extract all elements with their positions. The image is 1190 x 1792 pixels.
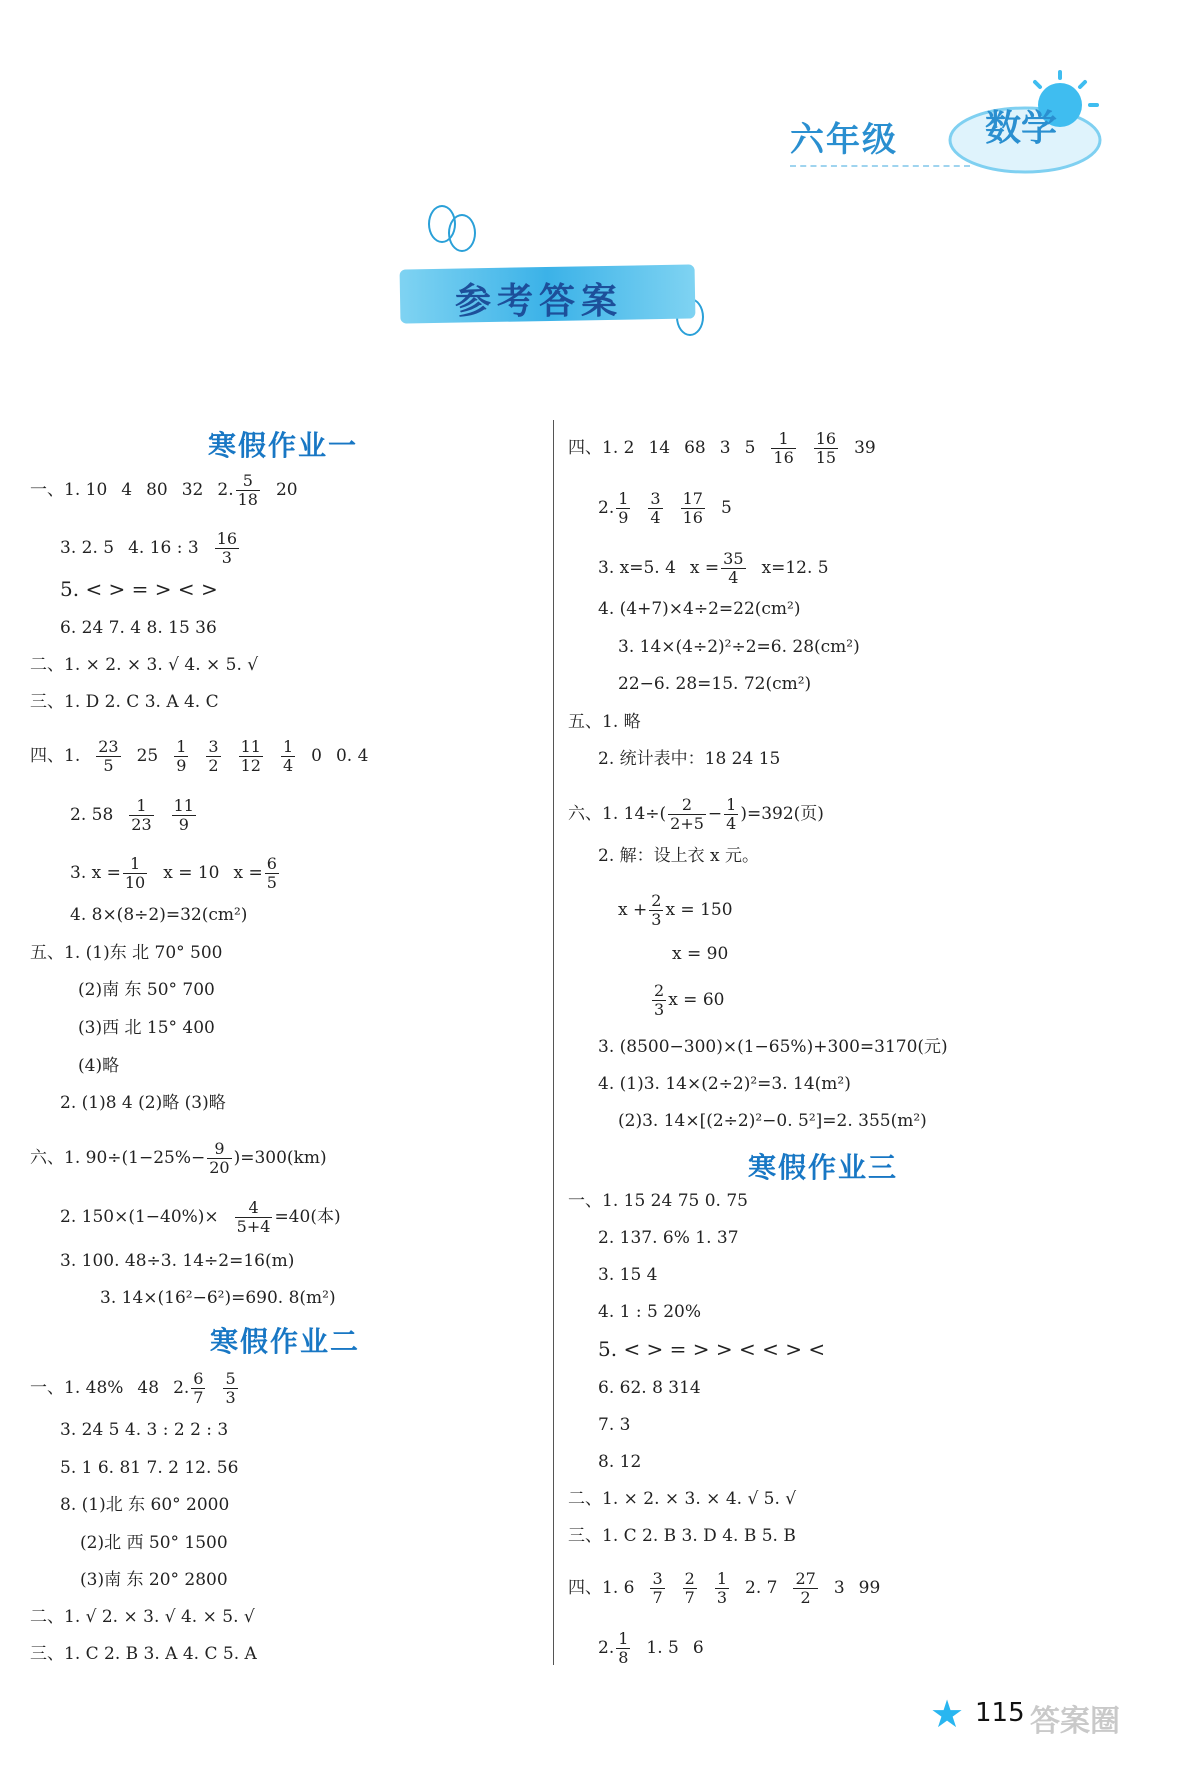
answer-line: (4)略: [78, 1056, 120, 1076]
answer-line: 4. (1)3. 14×(2÷2)²=3. 14(m²): [598, 1074, 851, 1094]
answer-line: 2. (1)8 4 (2)略 (3)略: [60, 1093, 226, 1113]
watermark-logo: 答案圈: [1030, 1704, 1120, 1739]
answer-line: 二、1. √ 2. × 3. √ 4. × 5. √: [30, 1607, 255, 1627]
answer-line: 2. $\frac{1}{8}$ 1. 5 6: [598, 1629, 704, 1667]
section-heading-3: 寒假作业三: [748, 1151, 899, 1184]
answer-line: 4. 1 : 5 20%: [598, 1302, 701, 1322]
answer-line: 4. (4+7)×4÷2=22(cm²): [598, 599, 801, 619]
column-divider: [553, 420, 554, 1665]
answer-line: 三、1. C 2. B 3. D 4. B 5. B: [568, 1526, 796, 1546]
answer-line: 三、1. C 2. B 3. A 4. C 5. A: [30, 1644, 257, 1664]
answer-line: 一、1. 15 24 75 0. 75: [568, 1191, 748, 1211]
answer-line: 8. (1)北 东 60° 2000: [60, 1495, 230, 1515]
answer-line: 四、1. 6 $\frac{3}{7}$ $\frac{2}{7}$ $\frac{1}{3}$ 2. 7 $\frac{27}{2}$ 3 99: [568, 1569, 881, 1607]
answer-line: 2. $\frac{1}{9}$ $\frac{3}{4}$ $\frac{17}{16}$ 5: [598, 489, 732, 527]
answer-line: 22−6. 28=15. 72(cm²): [618, 674, 812, 694]
answer-line: 7. 3: [598, 1415, 631, 1435]
answer-line: (3)西 北 15° 400: [78, 1018, 215, 1038]
answer-line: (2)3. 14×[(2÷2)²−0. 5²]=2. 355(m²): [618, 1111, 927, 1131]
subject-label: 数学: [985, 107, 1058, 149]
star-icon: ★: [930, 1692, 965, 1736]
page-title: 参考答案: [455, 280, 624, 322]
answer-line: 2. 137. 6% 1. 37: [598, 1228, 739, 1248]
answer-line: 8. 12: [598, 1452, 642, 1472]
answer-line: 二、1. × 2. × 3. × 4. √ 5. √: [568, 1489, 797, 1509]
answer-line: 三、1. D 2. C 3. A 4. C: [30, 692, 219, 712]
answer-line: 6. 62. 8 314: [598, 1378, 701, 1398]
fraction: $\frac{16}{3}$: [216, 529, 238, 567]
answer-line: 二、1. × 2. × 3. √ 4. × 5. √: [30, 655, 259, 675]
answer-line: (3)南 东 20° 2800: [80, 1570, 228, 1590]
answer-line: (2)南 东 50° 700: [78, 980, 215, 1000]
page-number: 115: [975, 1698, 1025, 1728]
answer-line: 3. (8500−300)×(1−65%)+300=3170(元): [598, 1037, 948, 1057]
answer-line: 五、1. 略: [568, 712, 641, 732]
answer-line: 5. < > = > > < < > <: [598, 1337, 826, 1361]
answer-line: 一、1. 10 4 80 32 2. $\frac{5}{18}$ 20: [30, 471, 298, 509]
answer-line: 3. x=5. 4 x = $\frac{35}{4}$ x=12. 5: [598, 549, 829, 587]
answer-line: $\frac{2}{3}$ x = 60: [654, 981, 725, 1019]
answer-line: 4. 8×(8÷2)=32(cm²): [70, 905, 248, 925]
answer-line: 2. 58 $\frac{1}{23}$ $\frac{11}{9}$: [70, 796, 194, 834]
balloon-icon: [448, 214, 476, 252]
answer-line: 3. 14×(16²−6²)=690. 8(m²): [100, 1288, 336, 1308]
answer-line: 一、1. 48% 48 2. $\frac{6}{7}$ $\frac{5}{3}$: [30, 1369, 236, 1407]
answer-line: 2. 解：设上衣 x 元。: [598, 846, 760, 866]
answer-line: x + $\frac{2}{3}$ x = 150: [618, 891, 733, 929]
answer-line: 6. 24 7. 4 8. 15 36: [60, 618, 217, 638]
answer-line: 六、1. 90÷(1−25%− $\frac{9}{20}$ )=300(km): [30, 1139, 327, 1177]
answer-line: 四、1. 2 14 68 3 5 $\frac{1}{16}$ $\frac{16}{15}$ 39: [568, 429, 876, 467]
answer-line: 3. 24 5 4. 3 : 2 2 : 3: [60, 1420, 229, 1440]
answer-line: 2. 统计表中：18 24 15: [598, 749, 781, 769]
answer-line: 3. 14×(4÷2)²÷2=6. 28(cm²): [618, 637, 860, 657]
grade-label: 六年级: [790, 120, 898, 160]
answer-line: 2. 150×(1−40%)× $\frac{4}{5+4}$ =40(本): [60, 1198, 341, 1236]
answer-line: x = 90: [672, 944, 729, 964]
answer-line: 六、1. 14÷( $\frac{2}{2+5}$ − $\frac{1}{4}$ )=392(页): [568, 795, 824, 833]
answer-line: 五、1. (1)东 北 70° 500: [30, 943, 223, 963]
section-heading-2: 寒假作业二: [210, 1325, 361, 1358]
answer-line: 四、1. $\frac{23}{5}$ 25 $\frac{1}{9}$ $\frac{3}{2}$ $\frac{11}{12}$ $\frac{1}{4}$ 0 0. 4: [30, 737, 369, 775]
fraction: $\frac{5}{18}$: [237, 471, 258, 509]
answer-line: 5. 1 6. 81 7. 2 12. 56: [60, 1458, 239, 1478]
answer-line: 3. x = $\frac{1}{10}$ x = 10 x = $\frac{6}{5}$: [70, 854, 277, 892]
answer-line: (2)北 西 50° 1500: [80, 1533, 228, 1553]
answer-line: 5. < > = > < >: [60, 577, 218, 601]
answer-line: 3. 15 4: [598, 1265, 658, 1285]
answer-line: 3. 100. 48÷3. 14÷2=16(m): [60, 1251, 295, 1271]
section-heading-1: 寒假作业一: [208, 429, 359, 462]
decorative-line: [790, 165, 970, 167]
answer-line: 3. 2. 5 4. 16 : 3 $\frac{16}{3}$: [60, 529, 238, 567]
